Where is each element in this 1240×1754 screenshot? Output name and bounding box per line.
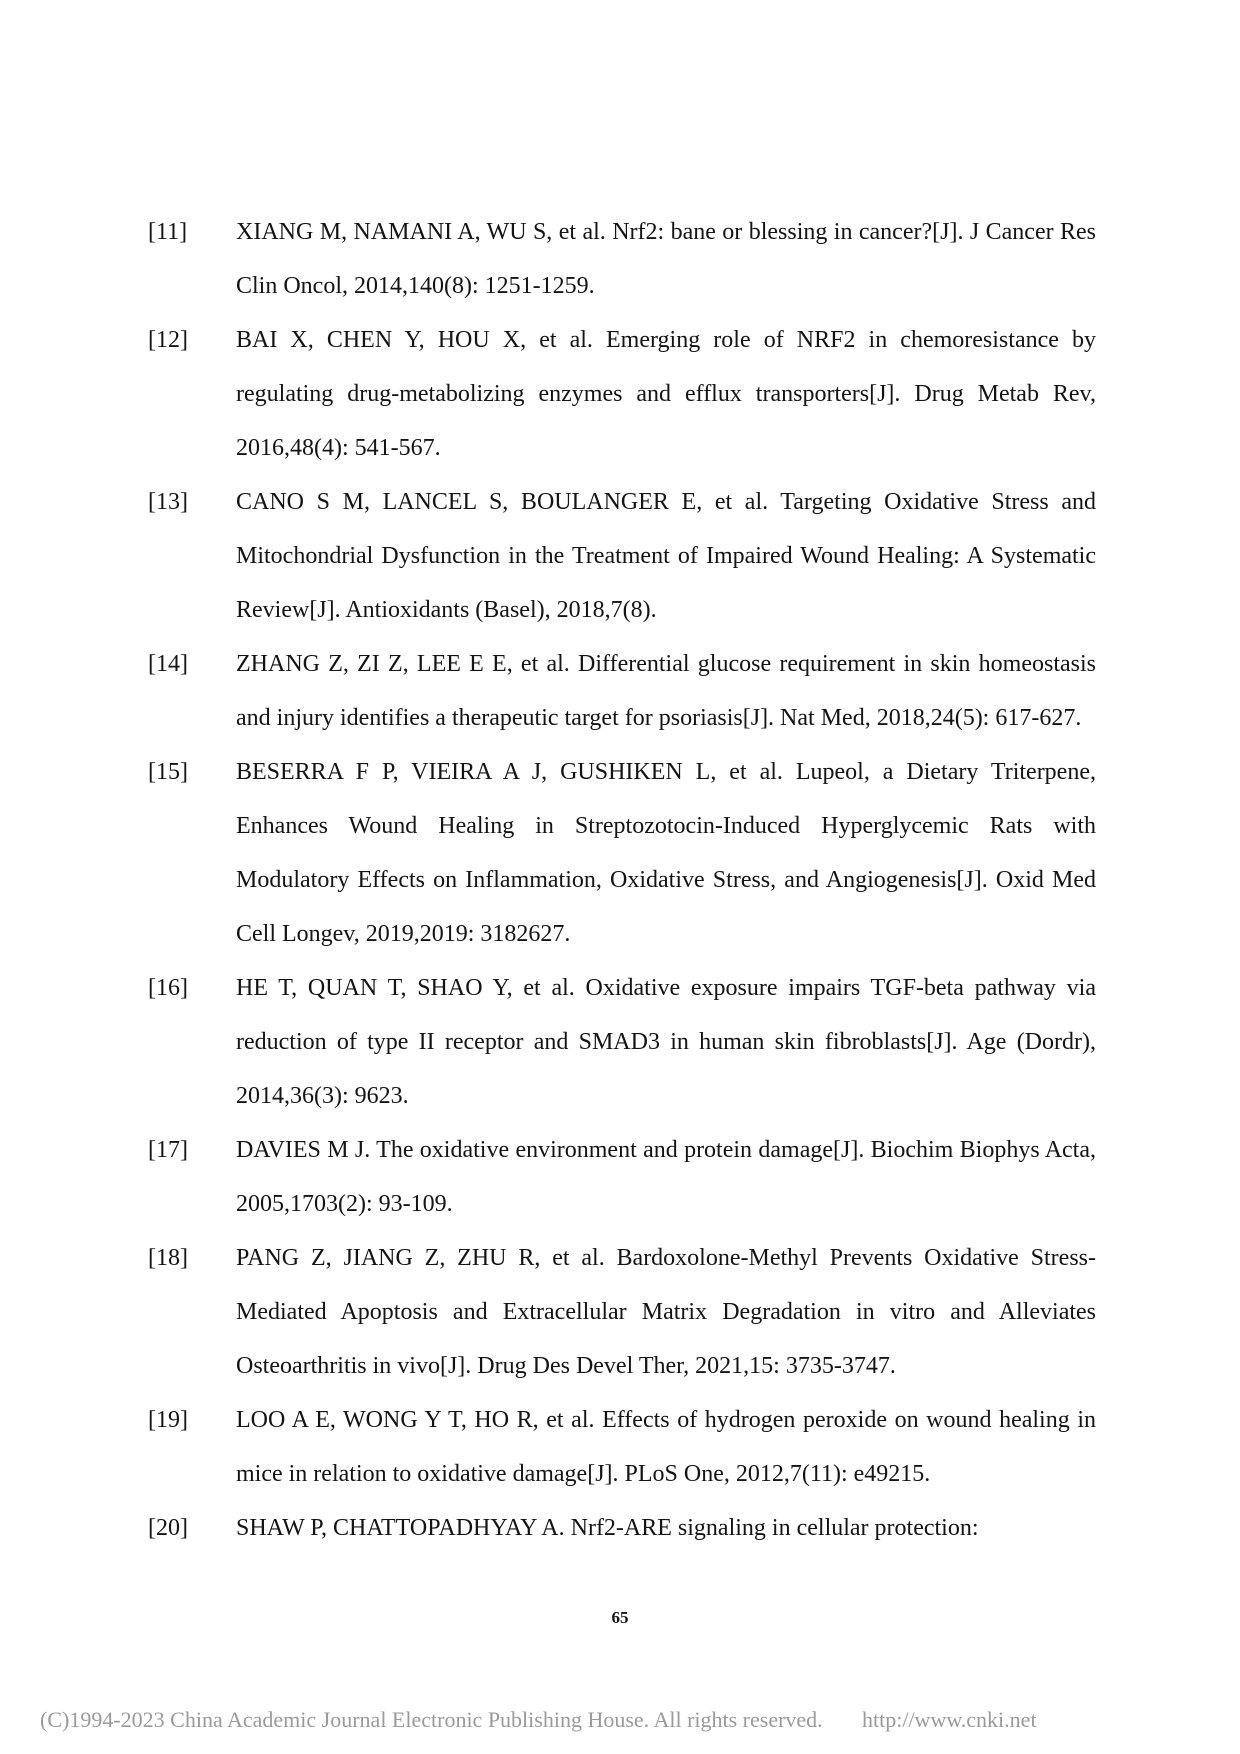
- reference-number: [11]: [148, 219, 188, 245]
- reference-number: [18]: [148, 1245, 188, 1271]
- page-number: 65: [611, 1608, 629, 1627]
- reference-number: [19]: [148, 1407, 188, 1433]
- reference-text: SHAW P, CHATTOPADHYAY A. Nrf2-ARE signaling in cellular protection:: [236, 1515, 979, 1541]
- footer-link[interactable]: http://www.cnki.net: [862, 1707, 1037, 1732]
- reference-text: CANO S M, LANCEL S, BOULANGER E, et al. Targeting Oxidative Stress and Mitochondrial Dysfunction in the Treatment of Impaired Wound Healing: A Systematic Review[J]. Antioxidants (Basel), 2018,7(8).: [236, 489, 1096, 623]
- reference-item: [148, 1501, 1096, 1555]
- reference-number: [16]: [148, 975, 188, 1001]
- reference-text: ZHANG Z, ZI Z, LEE E E, et al. Differential glucose requirement in skin homeostasis and injury identifies a therapeutic target for psoriasis[J]. Nat Med, 2018,24(5): 617-627.: [236, 651, 1096, 731]
- reference-item: [148, 205, 1096, 313]
- reference-item: [148, 475, 1096, 637]
- reference-number: [15]: [148, 759, 188, 785]
- reference-item: [148, 1393, 1096, 1501]
- reference-text: HE T, QUAN T, SHAO Y, et al. Oxidative exposure impairs TGF-beta pathway via reduction of type II receptor and SMAD3 in human skin fibroblasts[J]. Age (Dordr), 2014,36(3): 9623.: [236, 975, 1096, 1109]
- reference-text: XIANG M, NAMANI A, WU S, et al. Nrf2: bane or blessing in cancer?[J]. J Cancer Res Clin Oncol, 2014,140(8): 1251-1259.: [236, 219, 1096, 299]
- reference-number: [12]: [148, 327, 188, 353]
- reference-item: [148, 1231, 1096, 1393]
- reference-number: [20]: [148, 1515, 188, 1541]
- reference-item: [148, 637, 1096, 745]
- reference-text: LOO A E, WONG Y T, HO R, et al. Effects of hydrogen peroxide on wound healing in mice in relation to oxidative damage[J]. PLoS One, 2012,7(11): e49215.: [236, 1407, 1096, 1487]
- reference-number: [13]: [148, 489, 188, 515]
- reference-text: PANG Z, JIANG Z, ZHU R, et al. Bardoxolone-Methyl Prevents Oxidative Stress-Mediated Apoptosis and Extracellular Matrix Degradation in vitro and Alleviates Osteoarthritis in vivo[J]. Drug Des Devel Ther, 2021,15: 3735-3747.: [236, 1245, 1096, 1379]
- footer-copyright: (C)1994-2023 China Academic Journal Electronic Publishing House. All rights reserved.: [40, 1707, 823, 1732]
- reference-item: [148, 313, 1096, 475]
- reference-text: BAI X, CHEN Y, HOU X, et al. Emerging role of NRF2 in chemoresistance by regulating drug-metabolizing enzymes and efflux transporters[J]. Drug Metab Rev, 2016,48(4): 541-567.: [236, 327, 1096, 461]
- reference-text: BESERRA F P, VIEIRA A J, GUSHIKEN L, et al. Lupeol, a Dietary Triterpene, Enhances Wound Healing in Streptozotocin-Induced Hyperglycemic Rats with Modulatory Effects on Inflammation, Oxidative Stress, and Angiogenesis[J]. Oxid Med Cell Longev, 2019,2019: 3182627.: [236, 759, 1096, 947]
- reference-number: [14]: [148, 651, 188, 677]
- reference-number: [17]: [148, 1137, 188, 1163]
- reference-item: [148, 1123, 1096, 1231]
- reference-item: [148, 745, 1096, 961]
- reference-text: DAVIES M J. The oxidative environment and protein damage[J]. Biochim Biophys Acta, 2005,1703(2): 93-109.: [236, 1137, 1096, 1217]
- reference-list: [148, 205, 1096, 1555]
- reference-item: [148, 961, 1096, 1123]
